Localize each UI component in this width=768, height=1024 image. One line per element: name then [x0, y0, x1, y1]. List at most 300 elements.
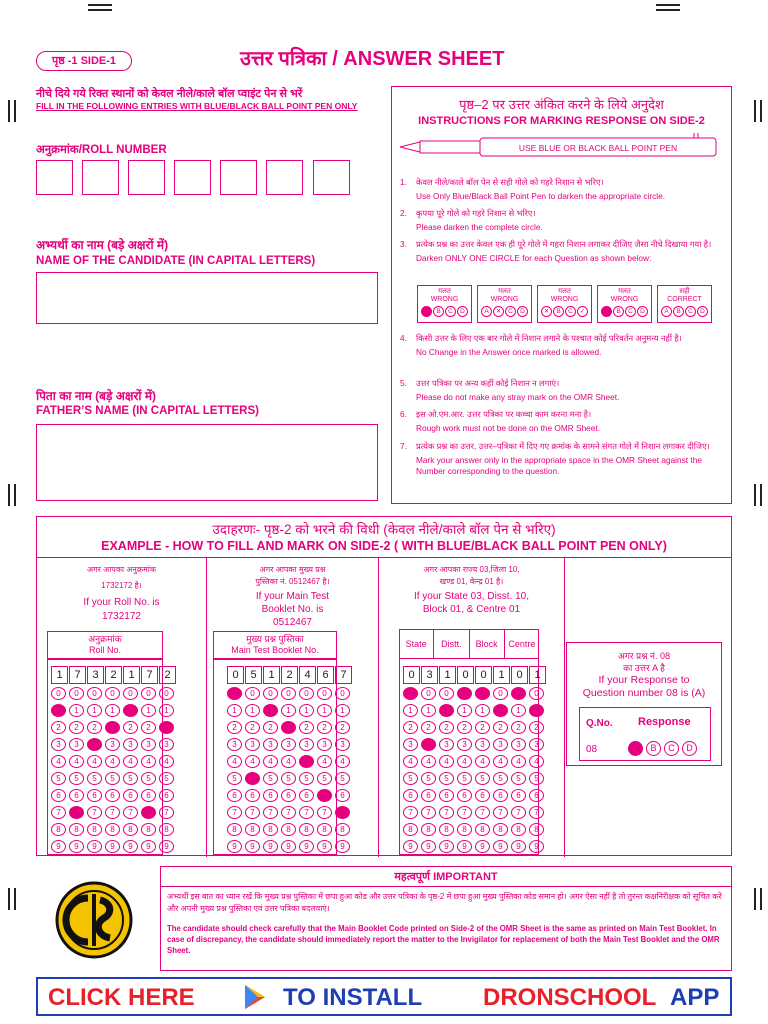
digit-cell: 3: [421, 666, 438, 684]
answer-bubble[interactable]: 5: [51, 772, 66, 785]
answer-bubble[interactable]: 1: [281, 704, 296, 717]
bubble-row: [227, 755, 353, 768]
answer-bubble[interactable]: 9: [403, 840, 418, 853]
answer-bubble[interactable]: 0: [159, 687, 174, 700]
answer-bubble[interactable]: 8: [87, 823, 102, 836]
answer-bubble[interactable]: 3: [529, 738, 544, 751]
answer-bubble[interactable]: 5: [493, 772, 508, 785]
instruction-item: [400, 239, 726, 264]
answer-bubble[interactable]: 0: [421, 687, 436, 700]
answer-bubble[interactable]: 4: [281, 755, 296, 768]
answer-bubble[interactable]: 3: [105, 738, 120, 751]
answer-bubble[interactable]: 8: [317, 823, 332, 836]
answer-bubble[interactable]: 1: [511, 704, 526, 717]
answer-bubble[interactable]: 8: [263, 823, 278, 836]
answer-bubble[interactable]: 3: [263, 738, 278, 751]
answer-bubble[interactable]: 1: [245, 704, 260, 717]
answer-bubble[interactable]: 9: [281, 840, 296, 853]
response-bubble[interactable]: C: [664, 741, 679, 756]
answer-bubble[interactable]: 9: [105, 840, 120, 853]
answer-bubble[interactable]: 9: [51, 840, 66, 853]
answer-bubble[interactable]: 4: [457, 755, 472, 768]
answer-bubble[interactable]: 9: [263, 840, 278, 853]
digit-cell: 1: [123, 666, 140, 684]
filled-bubble[interactable]: 0: [403, 687, 418, 700]
answer-bubble[interactable]: 2: [439, 721, 454, 734]
answer-bubble[interactable]: 9: [475, 840, 490, 853]
answer-bubble[interactable]: 4: [227, 755, 242, 768]
answer-bubble[interactable]: 4: [403, 755, 418, 768]
answer-bubble[interactable]: 9: [141, 840, 156, 853]
answer-bubble[interactable]: 3: [511, 738, 526, 751]
answer-bubble[interactable]: 9: [529, 840, 544, 853]
filled-bubble[interactable]: 4: [299, 755, 314, 768]
answer-bubble[interactable]: 4: [439, 755, 454, 768]
answer-bubble[interactable]: 3: [159, 738, 174, 751]
question-number: 08: [586, 744, 598, 755]
answer-bubble[interactable]: 7: [87, 806, 102, 819]
answer-bubble[interactable]: 7: [439, 806, 454, 819]
answer-bubble[interactable]: 2: [317, 721, 332, 734]
play-store-icon[interactable]: [241, 983, 269, 1011]
candidate-name-field[interactable]: [36, 272, 378, 324]
filled-bubble[interactable]: 1: [263, 704, 278, 717]
install-text[interactable]: TO INSTALL: [283, 984, 423, 1011]
filled-bubble[interactable]: 6: [317, 789, 332, 802]
answer-bubble[interactable]: 8: [281, 823, 296, 836]
answer-bubble[interactable]: 8: [227, 823, 242, 836]
booklet-grid-header-hindi: मुख्य प्रश्न पुस्तिका: [246, 634, 304, 644]
answer-bubble[interactable]: 4: [511, 755, 526, 768]
answer-bubble[interactable]: 6: [511, 789, 526, 802]
answer-bubble[interactable]: 1: [299, 704, 314, 717]
timing-mark: [760, 100, 762, 122]
instruction-hindi: प्रत्येक प्रश्न का उत्तर केवल एक ही पूरे गोले में गहरा निशान लगाकर दीजिए जैसा नीचे दिखाया गया है।: [416, 239, 712, 249]
answer-bubble[interactable]: 1: [105, 704, 120, 717]
answer-bubble[interactable]: 7: [493, 806, 508, 819]
answer-bubble[interactable]: 2: [529, 721, 544, 734]
answer-bubble[interactable]: 9: [439, 840, 454, 853]
answer-bubble[interactable]: 2: [87, 721, 102, 734]
bubble-row: [227, 806, 353, 819]
answer-bubble[interactable]: 7: [159, 806, 174, 819]
answer-bubble[interactable]: 5: [141, 772, 156, 785]
roll-digit-field[interactable]: [174, 160, 211, 195]
app-text[interactable]: APP: [670, 984, 720, 1011]
response-bubble[interactable]: B: [646, 741, 661, 756]
answer-bubble[interactable]: 0: [69, 687, 84, 700]
response-label: Response: [638, 716, 691, 728]
filled-bubble[interactable]: 2: [159, 721, 174, 734]
answer-bubble[interactable]: 3: [439, 738, 454, 751]
answer-bubble[interactable]: 9: [421, 840, 436, 853]
answer-bubble[interactable]: 2: [51, 721, 66, 734]
answer-bubble[interactable]: 4: [87, 755, 102, 768]
answer-bubble[interactable]: 7: [317, 806, 332, 819]
answer-bubble[interactable]: 6: [299, 789, 314, 802]
answer-bubble[interactable]: 6: [421, 789, 436, 802]
filled-bubble[interactable]: 7: [141, 806, 156, 819]
answer-bubble[interactable]: 9: [511, 840, 526, 853]
filled-bubble[interactable]: 1: [439, 704, 454, 717]
filled-bubble[interactable]: 0: [475, 687, 490, 700]
answer-bubble[interactable]: 4: [263, 755, 278, 768]
answer-bubble[interactable]: 0: [335, 687, 350, 700]
answer-bubble[interactable]: 0: [105, 687, 120, 700]
answer-bubble[interactable]: 6: [141, 789, 156, 802]
instruction-number: 6.: [400, 409, 407, 419]
answer-bubble[interactable]: 4: [529, 755, 544, 768]
answer-bubble[interactable]: 9: [335, 840, 350, 853]
answer-bubble[interactable]: 0: [263, 687, 278, 700]
filled-bubble[interactable]: 1: [123, 704, 138, 717]
answer-bubble[interactable]: 7: [105, 806, 120, 819]
click-here-text[interactable]: CLICK HERE: [48, 984, 195, 1011]
answer-bubble[interactable]: 5: [227, 772, 242, 785]
answer-bubble[interactable]: 2: [227, 721, 242, 734]
answer-bubble[interactable]: 9: [123, 840, 138, 853]
filled-bubble[interactable]: 3: [421, 738, 436, 751]
brand-name[interactable]: DRONSCHOOL: [483, 984, 657, 1011]
answer-bubble[interactable]: 6: [245, 789, 260, 802]
answer-bubble[interactable]: 8: [511, 823, 526, 836]
install-app-banner[interactable]: [36, 977, 732, 1016]
answer-bubble[interactable]: 5: [105, 772, 120, 785]
digit-cell: 0: [227, 666, 244, 684]
filled-bubble[interactable]: 1: [493, 704, 508, 717]
digit-cell: 7: [69, 666, 86, 684]
filled-bubble[interactable]: 7: [335, 806, 350, 819]
filled-bubble[interactable]: 1: [529, 704, 544, 717]
answer-bubble[interactable]: 2: [493, 721, 508, 734]
roll-digit-field[interactable]: [128, 160, 165, 195]
answer-bubble[interactable]: 4: [69, 755, 84, 768]
answer-bubble[interactable]: 5: [457, 772, 472, 785]
bubble-row: [227, 687, 353, 700]
answer-bubble[interactable]: 6: [105, 789, 120, 802]
timing-mark: [8, 100, 10, 122]
booklet-grid-header: [213, 631, 337, 659]
answer-bubble[interactable]: 6: [403, 789, 418, 802]
digit-cell: 0: [403, 666, 420, 684]
answer-bubble[interactable]: 0: [281, 687, 296, 700]
answer-bubble[interactable]: 9: [457, 840, 472, 853]
example-label: WRONG: [490, 296, 519, 303]
answer-bubble[interactable]: 5: [439, 772, 454, 785]
digit-cell: 7: [141, 666, 158, 684]
answer-bubble[interactable]: 3: [493, 738, 508, 751]
dronschool-logo: [54, 880, 134, 960]
answer-bubble[interactable]: 8: [439, 823, 454, 836]
answer-bubble[interactable]: 8: [51, 823, 66, 836]
bubble-row: [227, 840, 353, 853]
answer-bubble[interactable]: 2: [141, 721, 156, 734]
instruction-hindi: केवल नीले/काले बॉल पेन से सही गोले को गहरे निशान से भरिए।: [416, 177, 604, 187]
answer-bubble[interactable]: 8: [421, 823, 436, 836]
booklet-example-text: Booklet No. is: [261, 604, 324, 615]
answer-bubble[interactable]: 8: [159, 823, 174, 836]
answer-bubble[interactable]: 2: [299, 721, 314, 734]
answer-bubble[interactable]: 3: [403, 738, 418, 751]
answer-bubble[interactable]: 6: [335, 789, 350, 802]
response-example: [566, 642, 722, 766]
answer-bubble[interactable]: 5: [511, 772, 526, 785]
filled-bubble[interactable]: 3: [87, 738, 102, 751]
timing-mark: [656, 4, 680, 6]
state-digit-row: [403, 666, 547, 684]
answer-bubble[interactable]: 1: [69, 704, 84, 717]
timing-mark: [14, 888, 16, 910]
filled-bubble[interactable]: 0: [511, 687, 526, 700]
instruction-english: Rough work must not be done on the OMR Sheet.: [416, 423, 601, 433]
answer-bubble[interactable]: 0: [245, 687, 260, 700]
answer-bubble[interactable]: 4: [493, 755, 508, 768]
answer-bubble[interactable]: 3: [141, 738, 156, 751]
answer-bubble[interactable]: 2: [457, 721, 472, 734]
answer-bubble[interactable]: 9: [493, 840, 508, 853]
answer-bubble[interactable]: 9: [159, 840, 174, 853]
important-notice: [160, 866, 732, 971]
roll-example-text: If your Roll No. is: [83, 597, 160, 608]
answer-bubble[interactable]: 3: [69, 738, 84, 751]
answer-bubble[interactable]: 7: [245, 806, 260, 819]
answer-bubble[interactable]: 7: [281, 806, 296, 819]
instruction-hindi: किसी उत्तर के लिए एक बार गोले में निशान लगाने के पश्चात कोई परिवर्तन अनुमन्य नहीं है।: [416, 333, 682, 343]
answer-bubble[interactable]: 4: [245, 755, 260, 768]
answer-bubble[interactable]: 8: [245, 823, 260, 836]
answer-bubble[interactable]: 3: [227, 738, 242, 751]
answer-bubble[interactable]: 9: [87, 840, 102, 853]
answer-bubble[interactable]: 6: [263, 789, 278, 802]
answer-bubble[interactable]: 9: [245, 840, 260, 853]
answer-bubble[interactable]: 1: [159, 704, 174, 717]
digit-cell: 2: [281, 666, 298, 684]
answer-bubble[interactable]: 2: [69, 721, 84, 734]
answer-bubble[interactable]: 3: [335, 738, 350, 751]
answer-bubble[interactable]: 0: [123, 687, 138, 700]
answer-bubble[interactable]: 9: [317, 840, 332, 853]
answer-bubble[interactable]: 6: [281, 789, 296, 802]
answer-bubble[interactable]: 8: [493, 823, 508, 836]
answer-bubble[interactable]: 4: [475, 755, 490, 768]
answer-bubble[interactable]: 7: [51, 806, 66, 819]
answer-bubble[interactable]: 1: [335, 704, 350, 717]
answer-bubble[interactable]: 5: [281, 772, 296, 785]
answer-bubble[interactable]: 2: [263, 721, 278, 734]
answer-bubble[interactable]: 5: [529, 772, 544, 785]
answer-bubble[interactable]: 7: [123, 806, 138, 819]
example-heading-hindi: उदाहरणः- पृष्ठ-2 को भरने की विधी (केवल नीले/काले बॉल पेन से भरिए): [212, 522, 556, 537]
booklet-grid-header-label: Main Test Booklet No.: [231, 645, 319, 655]
answer-bubble[interactable]: 0: [141, 687, 156, 700]
answer-bubble[interactable]: 7: [227, 806, 242, 819]
digit-cell: 1: [493, 666, 510, 684]
state-example-text: If your State 03, Disst. 10,: [413, 591, 530, 602]
answer-bubble[interactable]: 3: [317, 738, 332, 751]
filled-bubble[interactable]: 2: [105, 721, 120, 734]
answer-bubble[interactable]: 4: [335, 755, 350, 768]
answer-bubble[interactable]: 5: [299, 772, 314, 785]
pen-icon: [398, 133, 724, 161]
answer-bubble[interactable]: 8: [335, 823, 350, 836]
answer-bubble[interactable]: 3: [475, 738, 490, 751]
answer-bubble[interactable]: 7: [475, 806, 490, 819]
answer-bubble[interactable]: 8: [299, 823, 314, 836]
answer-bubble[interactable]: 4: [159, 755, 174, 768]
filled-bubble[interactable]: 2: [281, 721, 296, 734]
answer-bubble[interactable]: 3: [123, 738, 138, 751]
answer-bubble[interactable]: 2: [403, 721, 418, 734]
state-grid-column-header: Distt.: [434, 629, 469, 659]
answer-bubble[interactable]: 5: [87, 772, 102, 785]
answer-bubble[interactable]: 5: [123, 772, 138, 785]
answer-bubble[interactable]: 7: [529, 806, 544, 819]
instruction-item: [400, 208, 726, 233]
answer-bubble[interactable]: 0: [87, 687, 102, 700]
answer-bubble[interactable]: 8: [475, 823, 490, 836]
answer-bubble[interactable]: 2: [245, 721, 260, 734]
roll-digit-field[interactable]: [266, 160, 303, 195]
answer-bubble[interactable]: 8: [457, 823, 472, 836]
answer-bubble[interactable]: 0: [299, 687, 314, 700]
answer-bubble[interactable]: 8: [123, 823, 138, 836]
instruction-hindi: कृपया पूरे गोले को गहरे निशान से भरिए।: [416, 208, 536, 218]
answer-bubble[interactable]: 7: [299, 806, 314, 819]
answer-bubble[interactable]: 2: [475, 721, 490, 734]
roll-example-column: [37, 557, 207, 857]
bubble-row: [51, 704, 177, 717]
answer-bubble[interactable]: 7: [457, 806, 472, 819]
response-bubble[interactable]: D: [682, 741, 697, 756]
answer-bubble[interactable]: 1: [87, 704, 102, 717]
answer-bubble[interactable]: 7: [511, 806, 526, 819]
answer-bubble[interactable]: 8: [529, 823, 544, 836]
answer-bubble[interactable]: 1: [403, 704, 418, 717]
answer-bubble[interactable]: 6: [123, 789, 138, 802]
answer-bubble[interactable]: 6: [475, 789, 490, 802]
answer-bubble[interactable]: 0: [493, 687, 508, 700]
roll-digit-field[interactable]: [82, 160, 119, 195]
selected-response-bubble[interactable]: [628, 741, 643, 756]
answer-bubble[interactable]: 3: [245, 738, 260, 751]
filled-bubble[interactable]: 7: [69, 806, 84, 819]
state-grid-column-header: Centre: [505, 629, 539, 659]
answer-bubble[interactable]: 4: [51, 755, 66, 768]
answer-bubble[interactable]: 6: [493, 789, 508, 802]
answer-bubble[interactable]: 6: [51, 789, 66, 802]
roll-digit-field[interactable]: [220, 160, 257, 195]
bubble-row: [51, 687, 177, 700]
filled-bubble[interactable]: 0: [227, 687, 242, 700]
pen-label: USE BLUE OR BLACK BALL POINT PEN: [518, 143, 678, 153]
answer-bubble[interactable]: 5: [69, 772, 84, 785]
bubble-row: [227, 789, 353, 802]
answer-bubble[interactable]: 2: [335, 721, 350, 734]
answer-bubble[interactable]: 8: [69, 823, 84, 836]
timing-mark: [754, 484, 756, 506]
answer-bubble[interactable]: 9: [299, 840, 314, 853]
answer-bubble[interactable]: 6: [159, 789, 174, 802]
answer-bubble[interactable]: 4: [317, 755, 332, 768]
answer-bubble[interactable]: 5: [335, 772, 350, 785]
answer-bubble[interactable]: 8: [105, 823, 120, 836]
answer-bubble[interactable]: 1: [141, 704, 156, 717]
answer-bubble[interactable]: 1: [227, 704, 242, 717]
answer-bubble[interactable]: 5: [159, 772, 174, 785]
example-heading: EXAMPLE - HOW TO FILL AND MARK ON SIDE-2 ( WITH BLUE/BLACK BALL POINT PEN ONLY): [101, 539, 667, 553]
answer-bubble[interactable]: 3: [281, 738, 296, 751]
answer-bubble[interactable]: 0: [51, 687, 66, 700]
answer-bubble[interactable]: 3: [51, 738, 66, 751]
roll-digit-field[interactable]: [36, 160, 73, 195]
booklet-example-value: 0512467: [273, 617, 312, 628]
answer-bubble[interactable]: 3: [457, 738, 472, 751]
answer-bubble[interactable]: 4: [105, 755, 120, 768]
state-grid-column-header: Block: [470, 629, 505, 659]
answer-bubble[interactable]: 6: [457, 789, 472, 802]
answer-bubble[interactable]: 0: [439, 687, 454, 700]
bubble-row: [51, 806, 177, 819]
answer-bubble[interactable]: 1: [421, 704, 436, 717]
answer-bubble[interactable]: 5: [263, 772, 278, 785]
answer-bubble[interactable]: 7: [421, 806, 436, 819]
state-example-hindi: खण्ड 01, केन्द्र 01 है।: [439, 577, 504, 586]
answer-bubble[interactable]: 7: [263, 806, 278, 819]
answer-bubble[interactable]: 0: [317, 687, 332, 700]
booklet-digit-row: [227, 666, 353, 684]
roll-digit-field[interactable]: [313, 160, 350, 195]
answer-bubble[interactable]: 5: [475, 772, 490, 785]
filled-bubble[interactable]: 0: [457, 687, 472, 700]
response-example-hindi: अगर प्रश्न नं. 08: [617, 651, 671, 661]
timing-mark: [8, 888, 10, 910]
answer-bubble[interactable]: 1: [457, 704, 472, 717]
answer-bubble[interactable]: 6: [529, 789, 544, 802]
instruction-english: Mark your answer only in the appropriate space in the OMR Sheet against the Number corresponding to the question.: [416, 455, 702, 476]
answer-bubble[interactable]: 1: [475, 704, 490, 717]
answer-bubble[interactable]: 4: [421, 755, 436, 768]
bubble-row: [403, 755, 547, 768]
answer-bubble[interactable]: 3: [299, 738, 314, 751]
answer-bubble[interactable]: 5: [317, 772, 332, 785]
instruction-item: [400, 177, 726, 202]
answer-bubble[interactable]: 7: [403, 806, 418, 819]
answer-bubble[interactable]: 2: [511, 721, 526, 734]
example-label: WRONG: [550, 296, 579, 303]
answer-bubble[interactable]: 6: [69, 789, 84, 802]
answer-bubble[interactable]: 2: [123, 721, 138, 734]
answer-bubble[interactable]: 2: [421, 721, 436, 734]
answer-bubble[interactable]: 5: [403, 772, 418, 785]
answer-bubble[interactable]: 8: [141, 823, 156, 836]
answer-bubble[interactable]: 9: [227, 840, 242, 853]
answer-bubble[interactable]: 8: [403, 823, 418, 836]
timing-mark: [88, 4, 112, 6]
answer-bubble[interactable]: 6: [227, 789, 242, 802]
filled-bubble[interactable]: 1: [51, 704, 66, 717]
side-label: पृष्ठ -1 SIDE-1: [36, 51, 132, 71]
answer-bubble[interactable]: 1: [317, 704, 332, 717]
answer-bubble[interactable]: 6: [439, 789, 454, 802]
answer-bubble[interactable]: 5: [421, 772, 436, 785]
answer-bubble[interactable]: 4: [141, 755, 156, 768]
father-name-field[interactable]: [36, 424, 378, 501]
answer-bubble[interactable]: 0: [529, 687, 544, 700]
filled-bubble[interactable]: 5: [245, 772, 260, 785]
answer-bubble[interactable]: 4: [123, 755, 138, 768]
answer-bubble[interactable]: 6: [87, 789, 102, 802]
answer-bubble[interactable]: 9: [69, 840, 84, 853]
